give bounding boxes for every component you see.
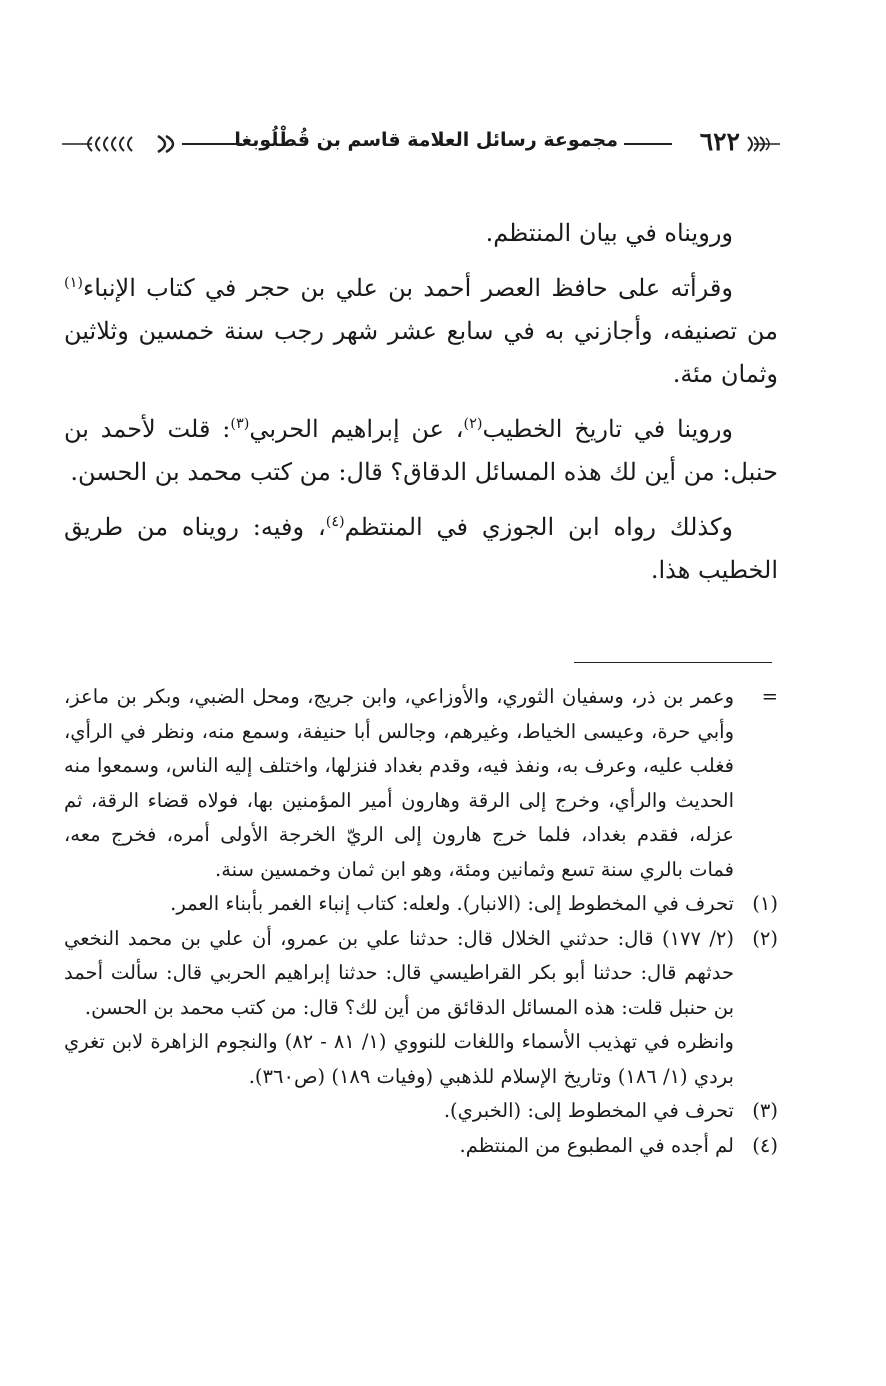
header-ornament-right-icon <box>744 134 780 154</box>
paragraph-2 <box>64 267 778 396</box>
footnote-ref-3: (٣) <box>230 416 250 432</box>
paragraph-4-text-b: ، وفيه: رويناه من طريق الخطيب هذا. <box>64 513 778 584</box>
running-title: مجموعة رسائل العلامة قاسم بن قُطْلُوبغا <box>234 129 618 151</box>
paragraph-3-text-b: ، عن إبراهيم الحربي <box>249 415 464 443</box>
paragraph-3 <box>64 408 778 494</box>
footnote-1 <box>64 887 778 922</box>
footnote-2 <box>64 922 778 1026</box>
footnote-separator <box>574 662 772 663</box>
running-header <box>62 125 780 169</box>
paragraph-2-text-a: وقرأته على حافظ العصر أحمد بن علي بن حجر في كتاب الإنباء <box>82 274 733 302</box>
main-text <box>64 212 778 604</box>
footnote-2-extra-text: وانظره في تهذيب الأسماء واللغات للنووي (١/ ٨١ - ٨٢) والنجوم الزاهرة لابن تغري بردي (١/ ١٨٦) وتاريخ الإسلام للذهبي (وفيات ١٨٩) (ص٣٦٠). <box>64 1030 734 1088</box>
footnote-1-text: تحرف في المخطوط إلى: (الانبار). ولعله: كتاب إنباء الغمر بأبناء العمر. <box>170 892 734 915</box>
footnote-continuation <box>64 680 778 887</box>
paragraph-3-text-a: وروينا في تاريخ الخطيب <box>482 415 734 443</box>
paragraph-1-text: ورويناه في بيان المنتظم. <box>485 219 733 247</box>
footnote-2-text: (٢/ ١٧٧) قال: حدثني الخلال قال: حدثنا علي بن عمرو، أن علي بن محمد النخعي حدثهم قال: حدثنا أبو بكر القراطيسي قال: حدثنا إبراهيم الحربي قال: سألت أحمد بن حنبل قلت: هذه المسائل الدقائق من أين لك؟ قال: من كتب محمد بن الحسن. <box>64 926 734 1019</box>
paragraph-4 <box>64 506 778 592</box>
footnote-2-mark: (٢) <box>752 926 778 950</box>
footnote-1-mark: (١) <box>752 892 778 915</box>
footnote-2-extra <box>64 1025 778 1094</box>
page-number: ٦٢٢ <box>699 127 740 156</box>
header-rule-right <box>624 143 672 145</box>
footnote-3-mark: (٣) <box>752 1099 778 1122</box>
footnote-4-text: لم أجده في المطبوع من المنتظم. <box>459 1133 734 1157</box>
continuation-text: وعمر بن ذر، وسفيان الثوري، والأوزاعي، وابن جريج، ومحل الضبي، وبكر بن ماعز، وأبي حرة، وعيسى الخياط، وغيرهم، وجالس أبا حنيفة، وسمع منه، ونظر في الرأي، فغلب عليه، وعرف به، ونفذ فيه، وقدم بغداد فنزلها، واختلف إليه الناس، وسمعوا منه الحديث والرأي، وخرج إلى الرقة وهارون أمير المؤمنين بها، فولاه قضاء الرقة، ثم عزله، فقدم بغداد، فلما خرج هارون إلى الريّ الخرجة الأولى أمره، فخرج معه، فمات بالري سنة تسع وثمانين ومئة، وهو ابن ثمان وخمسين سنة. <box>64 685 734 881</box>
header-rule-left <box>182 143 242 145</box>
paragraph-1 <box>64 212 778 255</box>
continuation-mark: = <box>761 685 778 708</box>
paragraph-3-text-c: : قلت لأحمد بن حنبل: من أين لك هذه المسائل الدقاق؟ قال: من كتب محمد بن الحسن. <box>64 415 778 486</box>
paragraph-2-text-b: من تصنيفه، وأجازني به في سابع عشر شهر رجب سنة خمسين وثلاثين وثمان مئة. <box>64 317 778 388</box>
footnote-3 <box>64 1094 778 1129</box>
header-ornament-left-icon <box>62 134 180 154</box>
footnote-3-text: تحرف في المخطوط إلى: (الخبري). <box>443 1099 734 1122</box>
footnote-4 <box>64 1129 778 1164</box>
footnote-ref-4: (٤) <box>325 514 345 530</box>
footnote-ref-1: (١) <box>64 275 83 291</box>
footnote-ref-2: (٢) <box>463 416 483 432</box>
footnote-4-mark: (٤) <box>752 1133 778 1157</box>
footnotes <box>64 680 778 1163</box>
paragraph-4-text-a: وكذلك رواه ابن الجوزي في المنتظم <box>344 513 733 541</box>
